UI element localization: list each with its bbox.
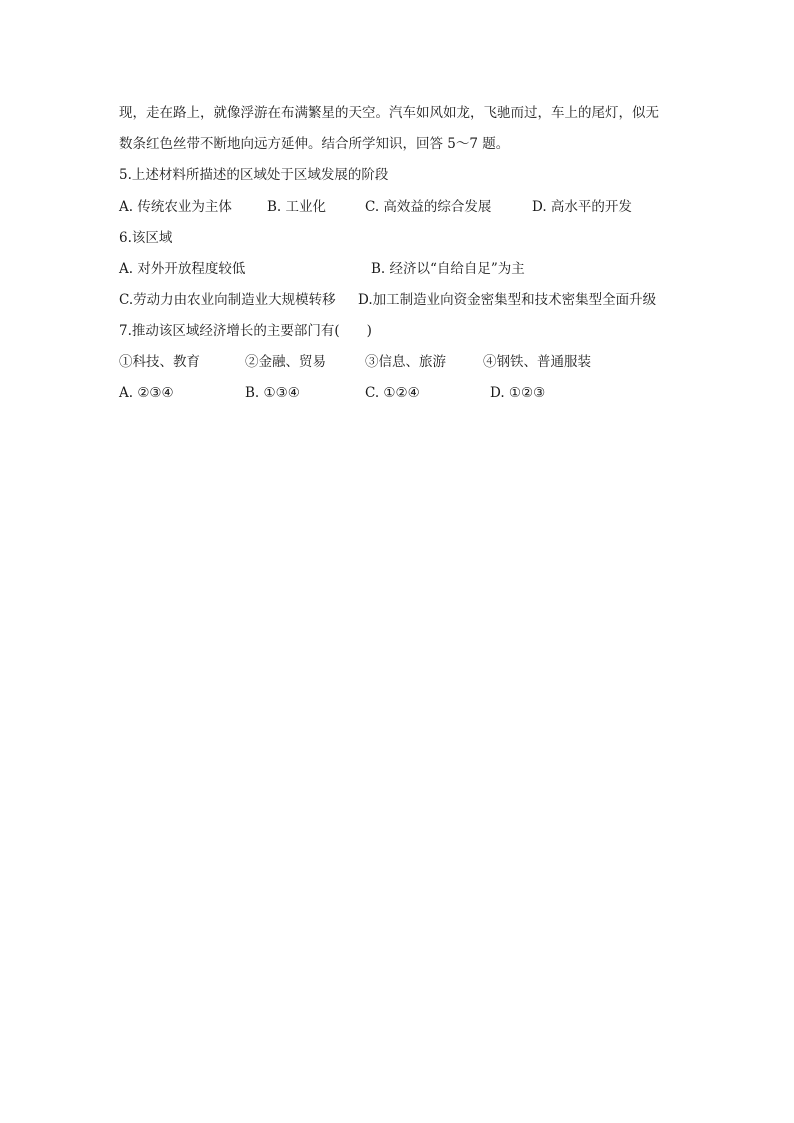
- question-7-item-4: ④钢铁、普通服装: [483, 354, 591, 370]
- question-5-option-c: C. 高效益的综合发展: [365, 199, 492, 215]
- question-7-option-d: D. ①②③: [490, 385, 546, 401]
- question-7-item-3: ③信息、旅游: [365, 354, 446, 370]
- question-7-item-1: ①科技、教育: [119, 354, 200, 370]
- question-6-option-b: B. 经济以“自给自足”为主: [371, 261, 525, 277]
- question-6-option-c: C.劳动力由农业向制造业大规模转移: [119, 292, 336, 308]
- question-7-stem: 7.推动该区域经济增长的主要部门有( ): [119, 323, 372, 339]
- question-6-option-d: D.加工制造业向资金密集型和技术密集型全面升级: [358, 292, 657, 308]
- question-7-item-2: ②金融、贸易: [245, 354, 326, 370]
- passage-line-2: 数条红色丝带不断地向远方延伸。结合所学知识，回答 5～7 题。: [119, 136, 510, 152]
- passage-line-1: 现，走在路上，就像浮游在布满繁星的天空。汽车如风如龙，飞驰而过，车上的尾灯，似无: [119, 105, 659, 121]
- question-5-option-b: B. 工业化: [267, 199, 327, 215]
- question-7-option-c: C. ①②④: [365, 385, 420, 401]
- question-6-option-a: A. 对外开放程度较低: [119, 261, 246, 277]
- question-6-stem: 6.该区域: [119, 230, 173, 246]
- question-5-stem: 5.上述材料所描述的区域处于区域发展的阶段: [119, 167, 389, 183]
- question-5-option-d: D. 高水平的开发: [532, 199, 632, 215]
- question-7-option-b: B. ①③④: [245, 385, 300, 401]
- question-7-option-a: A. ②③④: [119, 385, 174, 401]
- question-5-option-a: A. 传统农业为主体: [119, 199, 232, 215]
